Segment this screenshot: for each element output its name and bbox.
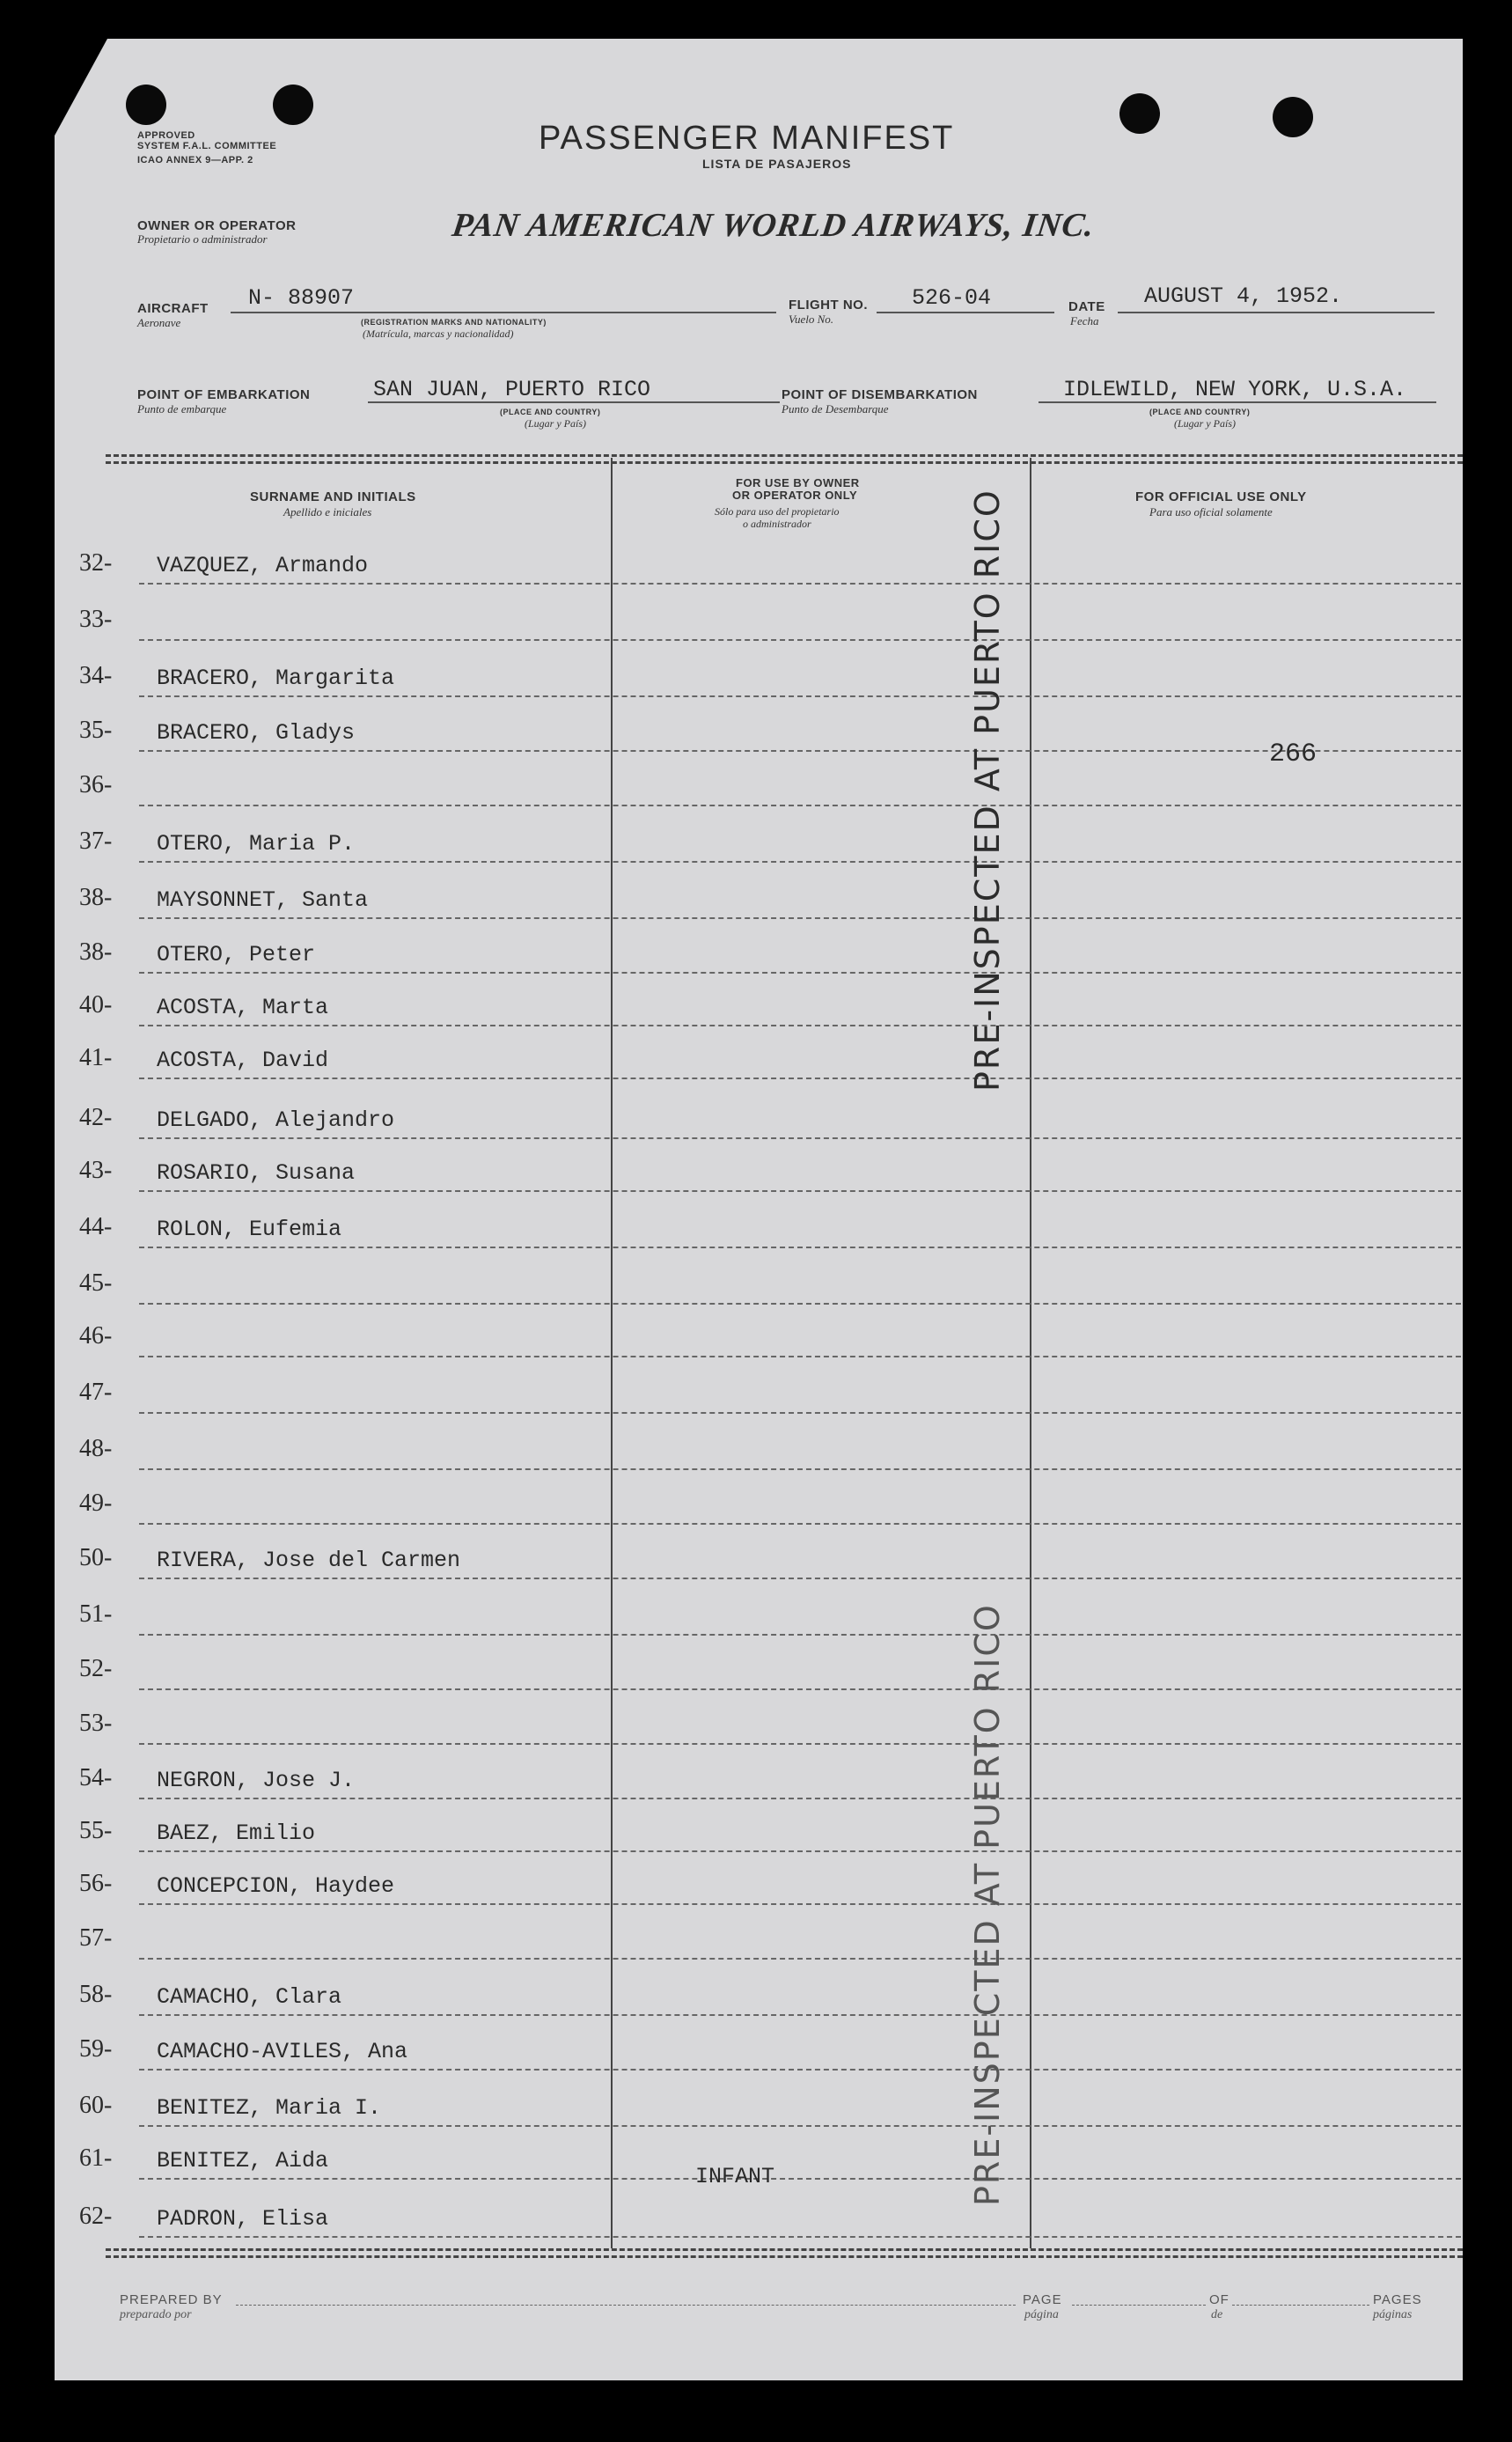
row-rule [139, 917, 1461, 919]
date-label-es: Fecha [1070, 314, 1099, 327]
flight-label: FLIGHT NO. [789, 298, 868, 313]
date-value: AUGUST 4, 1952. [1144, 283, 1343, 309]
infant-note: INFANT [695, 2164, 775, 2189]
row-number: 49- [79, 1489, 113, 1517]
row-number: 58- [79, 1981, 113, 2008]
airline-name: PAN AMERICAN WORLD AIRWAYS, INC. [450, 207, 1097, 244]
passenger-name: BENITEZ, Aida [157, 2148, 329, 2174]
row-number: 38- [79, 938, 113, 966]
passenger-name: PADRON, Elisa [157, 2206, 329, 2232]
row-number: 40- [79, 991, 113, 1019]
passenger-name: CAMACHO, Clara [157, 1984, 342, 2010]
flight-label-es: Vuelo No. [789, 313, 834, 326]
row-rule [139, 695, 1461, 697]
row-rule [139, 1190, 1461, 1192]
prepared-by-line [236, 2305, 1016, 2306]
row-rule [139, 972, 1461, 974]
passenger-name: NEGRON, Jose J. [157, 1768, 356, 1793]
aircraft-label: AIRCRAFT [137, 301, 209, 316]
row-rule [139, 2125, 1461, 2127]
row-number: 38- [79, 884, 113, 911]
row-number: 50- [79, 1544, 113, 1571]
disembarkation-label: POINT OF DISEMBARKATION [782, 387, 978, 402]
approved-label: APPROVED [137, 130, 195, 141]
folded-corner [55, 39, 107, 136]
column-divider [1030, 458, 1031, 2248]
passenger-name: BENITEZ, Maria I. [157, 2095, 382, 2121]
owner-label-es: Propietario o administrador [137, 232, 268, 246]
of-label: OF [1209, 2292, 1229, 2307]
icao-label: ICAO ANNEX 9—APP. 2 [137, 155, 253, 165]
owner-use-header-es-2: o administrador [743, 518, 811, 530]
pages-label: PAGES [1373, 2292, 1422, 2307]
page-line [1072, 2305, 1206, 2306]
row-number: 33- [79, 606, 113, 633]
preinspected-stamp: PRE-INSPECTED AT PUERTO RICO [968, 489, 1007, 1092]
page-title: PASSENGER MANIFEST [539, 120, 955, 157]
aircraft-value: N- 88907 [248, 285, 355, 311]
row-rule [139, 2178, 1461, 2180]
owner-use-header-es-1: Sólo para uso del propietario [715, 505, 840, 518]
row-number: 34- [79, 662, 113, 689]
passenger-name: BRACERO, Margarita [157, 666, 395, 691]
row-number: 60- [79, 2092, 113, 2119]
embarkation-label: POINT OF EMBARKATION [137, 387, 311, 402]
row-number: 36- [79, 771, 113, 798]
row-number: 43- [79, 1157, 113, 1184]
embarkation-note-es: (Lugar y País) [525, 417, 586, 430]
official-column-header: FOR OFFICIAL USE ONLY [1135, 489, 1307, 504]
page-label-es: página [1024, 2308, 1059, 2321]
row-rule [139, 805, 1461, 806]
passenger-name: ACOSTA, Marta [157, 995, 329, 1020]
punch-hole-icon [1273, 97, 1313, 137]
official-column-header-es: Para uso oficial solamente [1149, 505, 1273, 519]
row-number: 56- [79, 1870, 113, 1897]
row-number: 32- [79, 549, 113, 577]
row-number: 57- [79, 1924, 113, 1952]
passenger-name: BAEZ, Emilio [157, 1820, 316, 1846]
name-column-header-es: Apellido e iniciales [283, 505, 372, 519]
table-top-rule [106, 454, 1463, 457]
disembarkation-label-es: Punto de Desembarque [782, 402, 889, 416]
prepared-by-label-es: preparado por [120, 2308, 192, 2321]
page-label: PAGE [1023, 2292, 1062, 2307]
preinspected-stamp: PRE-INSPECTED AT PUERTO RICO [968, 1603, 1007, 2206]
date-label: DATE [1068, 299, 1105, 314]
passenger-name: MAYSONNET, Santa [157, 887, 369, 913]
row-number: 47- [79, 1379, 113, 1406]
row-rule [139, 861, 1461, 863]
row-number: 42- [79, 1104, 113, 1131]
row-rule [139, 1634, 1461, 1636]
passenger-name: BRACERO, Gladys [157, 720, 356, 746]
row-rule [139, 1412, 1461, 1414]
row-number: 61- [79, 2144, 113, 2172]
row-number: 59- [79, 2035, 113, 2063]
row-number: 55- [79, 1817, 113, 1844]
row-rule [139, 1523, 1461, 1525]
passenger-name: ROLON, Eufemia [157, 1217, 342, 1242]
embarkation-label-es: Punto de embarque [137, 402, 227, 416]
disembarkation-value: IDLEWILD, NEW YORK, U.S.A. [1063, 377, 1407, 402]
table-bottom-rule [106, 2248, 1463, 2251]
owner-use-header-2: OR OPERATOR ONLY [732, 489, 858, 502]
row-number: 54- [79, 1764, 113, 1791]
row-rule [139, 1578, 1461, 1579]
flight-value: 526-04 [912, 285, 992, 311]
table-bottom-rule [106, 2255, 1463, 2258]
embarkation-note: (PLACE AND COUNTRY) [500, 408, 601, 416]
row-number: 53- [79, 1710, 113, 1737]
of-label-es: de [1211, 2308, 1223, 2321]
owner-label: OWNER OR OPERATOR [137, 218, 297, 233]
disembarkation-note: (PLACE AND COUNTRY) [1149, 408, 1251, 416]
row-number: 48- [79, 1435, 113, 1462]
row-rule [139, 1247, 1461, 1248]
flight-underline [877, 312, 1054, 313]
row-rule [139, 2236, 1461, 2238]
name-column-header: SURNAME AND INITIALS [250, 489, 416, 504]
disembarkation-note-es: (Lugar y País) [1174, 417, 1236, 430]
row-rule [139, 1850, 1461, 1852]
row-number: 45- [79, 1269, 113, 1297]
passenger-name: DELGADO, Alejandro [157, 1107, 395, 1133]
date-underline [1118, 312, 1435, 313]
of-line [1232, 2305, 1369, 2306]
row-rule [139, 1356, 1461, 1357]
row-rule [139, 1303, 1461, 1305]
pages-label-es: páginas [1373, 2308, 1413, 2321]
row-rule [139, 583, 1461, 585]
row-number: 62- [79, 2203, 113, 2230]
row-rule [139, 1078, 1461, 1079]
row-rule [139, 1903, 1461, 1905]
aircraft-underline [231, 312, 776, 313]
table-top-rule [106, 461, 1463, 464]
row-number: 41- [79, 1044, 113, 1071]
row-rule [139, 2014, 1461, 2016]
passenger-name: OTERO, Maria P. [157, 831, 356, 857]
punch-hole-icon [126, 85, 166, 125]
aircraft-note-es: (Matrícula, marcas y nacionalidad) [363, 327, 514, 340]
punch-hole-icon [1119, 93, 1160, 134]
row-rule [139, 1137, 1461, 1139]
aircraft-note: (REGISTRATION MARKS AND NATIONALITY) [361, 318, 547, 327]
passenger-name: RIVERA, Jose del Carmen [157, 1548, 461, 1573]
row-number: 44- [79, 1213, 113, 1240]
passenger-name: ROSARIO, Susana [157, 1160, 356, 1186]
row-rule [139, 639, 1461, 641]
row-rule [139, 1958, 1461, 1960]
passenger-name: CAMACHO-AVILES, Ana [157, 2039, 408, 2064]
row-rule [139, 1798, 1461, 1799]
row-rule [139, 750, 1461, 752]
committee-label: SYSTEM F.A.L. COMMITTEE [137, 141, 277, 151]
punch-hole-icon [273, 85, 313, 125]
prepared-by-label: PREPARED BY [120, 2292, 223, 2307]
passenger-name: ACOSTA, David [157, 1048, 329, 1073]
row-rule [139, 2069, 1461, 2071]
aircraft-label-es: Aeronave [137, 316, 181, 329]
row-number: 37- [79, 827, 113, 855]
passenger-name: CONCEPCION, Haydee [157, 1873, 395, 1899]
row-number: 52- [79, 1655, 113, 1682]
column-divider [611, 458, 613, 2248]
official-number: 266 [1269, 739, 1317, 769]
row-number: 35- [79, 717, 113, 744]
embarkation-value: SAN JUAN, PUERTO RICO [373, 377, 651, 402]
row-rule [139, 1468, 1461, 1470]
row-number: 46- [79, 1322, 113, 1350]
row-rule [139, 1743, 1461, 1745]
page-subtitle: LISTA DE PASAJEROS [702, 157, 852, 171]
owner-use-header-1: FOR USE BY OWNER [736, 476, 860, 489]
passenger-name: OTERO, Peter [157, 942, 316, 967]
row-rule [139, 1025, 1461, 1026]
row-rule [139, 1688, 1461, 1690]
passenger-name: VAZQUEZ, Armando [157, 553, 369, 578]
row-number: 51- [79, 1600, 113, 1628]
